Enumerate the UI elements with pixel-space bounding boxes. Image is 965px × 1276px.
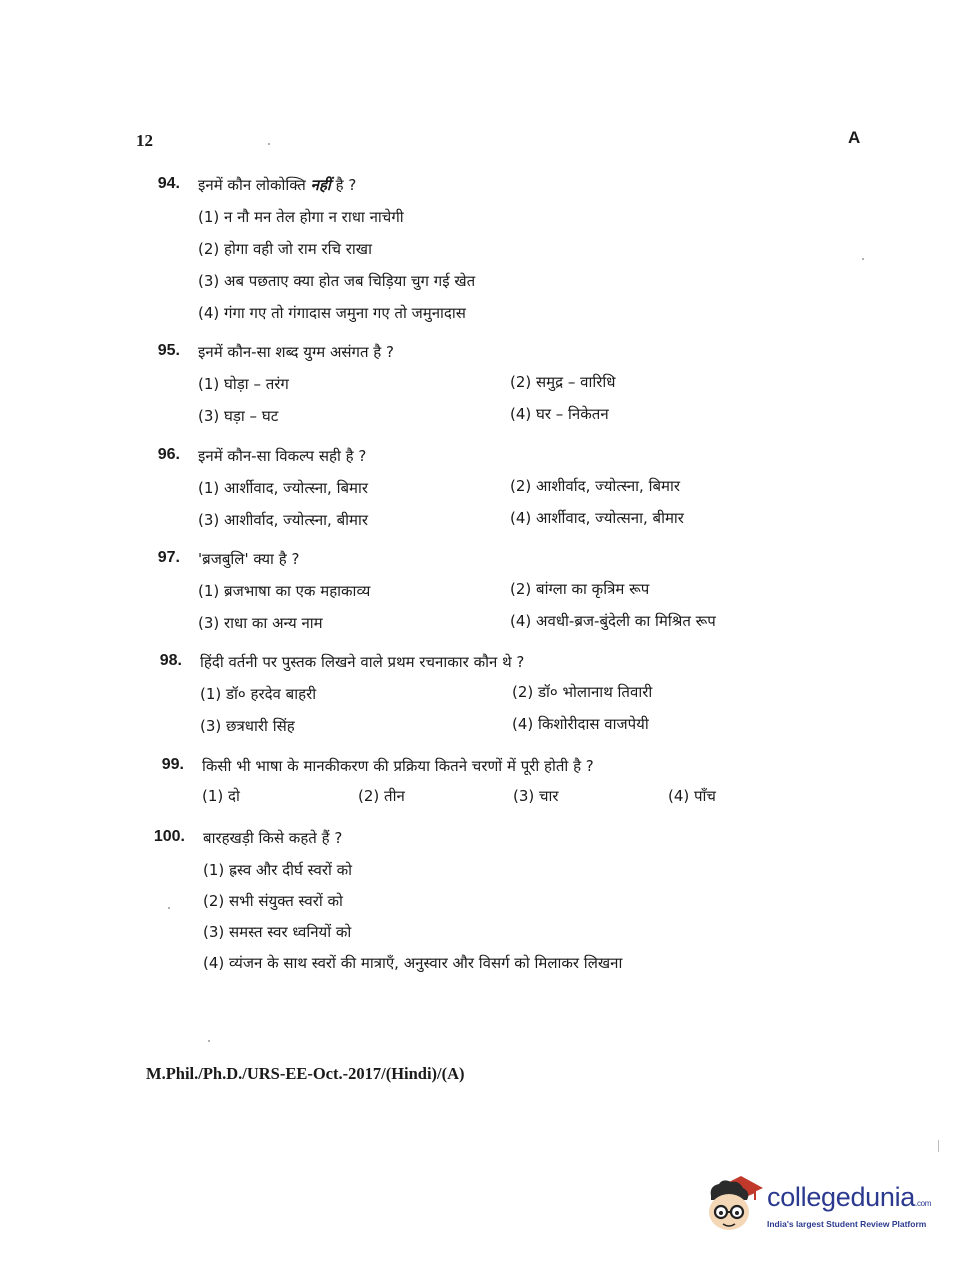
scan-speck	[168, 907, 170, 909]
question-text: 'ब्रजबुलि' क्या है ?	[198, 550, 300, 568]
question-number: 98.	[159, 652, 182, 669]
question-text: इनमें कौन-सा विकल्प सही है ?	[198, 447, 367, 465]
scan-speck	[862, 258, 864, 260]
question-number: 100.	[153, 828, 185, 845]
page-number: 12	[136, 131, 153, 150]
option-1: (1) न नौ मन तेल होगा न राधा नाचेगी	[198, 208, 404, 226]
footer-code: M.Phil./Ph.D./URS-EE-Oct.-2017/(Hindi)/(A)	[146, 1064, 465, 1083]
option-4: (4) घर – निकेतन	[510, 405, 609, 423]
option-3: (3) चार	[513, 787, 559, 805]
option-1: (1) डॉ० हरदेव बाहरी	[200, 685, 317, 703]
option-4: (4) अवधी-ब्रज-बुंदेली का मिश्रित रूप	[510, 612, 716, 630]
set-code: A	[848, 128, 861, 147]
question-text: इनमें कौन-सा शब्द युग्म असंगत है ?	[198, 343, 395, 361]
option-3: (3) समस्त स्वर ध्वनियों को	[203, 923, 352, 941]
mascot-icon	[703, 1170, 765, 1240]
option-1: (1) ह्रस्व और दीर्घ स्वरों को	[203, 861, 353, 879]
option-3: (3) आशीर्वाद, ज्योत्स्ना, बीमार	[198, 511, 369, 529]
scan-speck	[268, 143, 270, 145]
option-1: (1) ब्रजभाषा का एक महाकाव्य	[198, 582, 371, 600]
option-2: (2) बांग्ला का कृत्रिम रूप	[510, 580, 650, 598]
question-number: 95.	[157, 342, 180, 359]
brand-name: collegedunia.com	[767, 1182, 932, 1212]
option-1: (1) आर्शीवाद, ज्योत्स्ना, बिमार	[198, 479, 369, 497]
emphasis-word: नहीं	[310, 176, 331, 194]
option-3: (3) छत्रधारी सिंह	[200, 717, 295, 735]
collegedunia-logo	[703, 1170, 938, 1240]
brand-suffix: .com	[915, 1199, 932, 1208]
option-2: (2) आशीर्वाद, ज्योत्स्ना, बिमार	[510, 477, 681, 495]
question-number: 96.	[157, 446, 180, 463]
option-2: (2) तीन	[358, 787, 405, 805]
option-4: (4) गंगा गए तो गंगादास जमुना गए तो जमुनादास	[198, 304, 466, 322]
brand-tagline: India's largest Student Review Platform	[767, 1219, 927, 1229]
option-4: (4) आर्शीवाद, ज्योत्सना, बीमार	[510, 509, 684, 527]
scan-speck	[208, 1040, 210, 1042]
question-number: 94.	[157, 175, 180, 192]
option-2: (2) डॉ० भोलानाथ तिवारी	[512, 683, 653, 701]
scan-speck	[938, 1140, 939, 1152]
question-number: 99.	[161, 756, 184, 773]
question-number: 97.	[157, 549, 180, 566]
option-1: (1) घोड़ा – तरंग	[198, 375, 289, 393]
question-text: हिंदी वर्तनी पर पुस्तक लिखने वाले प्रथम रचनाकार कौन थे ?	[200, 653, 525, 671]
option-4: (4) पाँच	[668, 787, 716, 805]
option-3: (3) राधा का अन्य नाम	[198, 614, 323, 632]
question-text: इनमें कौन लोकोक्ति नहीं है ?	[198, 176, 357, 194]
option-2: (2) समुद्र – वारिधि	[510, 373, 616, 391]
option-2: (2) सभी संयुक्त स्वरों को	[203, 892, 343, 910]
question-text: बारहखड़ी किसे कहते हैं ?	[203, 829, 343, 847]
option-4: (4) किशोरीदास वाजपेयी	[512, 715, 649, 733]
option-2: (2) होगा वही जो राम रचि राखा	[198, 240, 372, 258]
question-text: किसी भी भाषा के मानकीकरण की प्रक्रिया कितने चरणों में पूरी होती है ?	[202, 757, 594, 775]
option-1: (1) दो	[202, 787, 240, 805]
option-3: (3) घड़ा – घट	[198, 407, 279, 425]
option-3: (3) अब पछताए क्या होत जब चिड़िया चुग गई खेत	[198, 272, 476, 290]
option-4: (4) व्यंजन के साथ स्वरों की मात्राएँ, अनुस्वार और विसर्ग को मिलाकर लिखना	[203, 954, 623, 972]
